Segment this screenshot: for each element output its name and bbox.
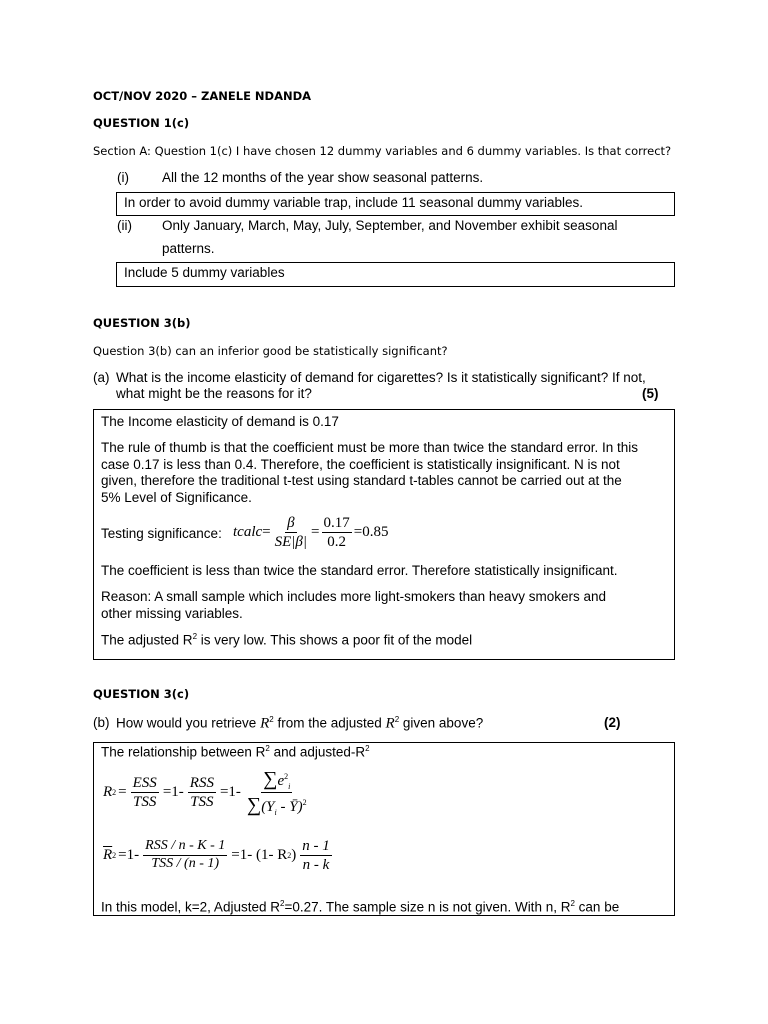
eq-se: SE xyxy=(274,534,292,550)
q1c-answer1-text: In order to avoid dummy variable trap, include 11 seasonal dummy variables. xyxy=(124,195,583,210)
q3c-part-text: How would you retrieve $R^2$ from the adjusted $R^2$ given above? xyxy=(116,715,484,732)
q3b-answer-para2-line1: The rule of thumb is that the coefficient must be more than twice the standard error. In this xyxy=(101,440,639,455)
q3c-part-label: (b) xyxy=(93,715,110,730)
q3b-answer-para2-line3: given, therefore the traditional t-test using standard t-tables cannot be carried out at the xyxy=(101,473,622,488)
q3b-part-text-line2: what might be the reasons for it? xyxy=(116,386,312,401)
q3b-answer-para4: The coefficient is less than twice the standard error. Therefore statistically insignificant. xyxy=(101,563,618,578)
eq-stderr: 0.2 xyxy=(327,534,346,550)
eq2-tss-n: TSS / (n - 1) xyxy=(151,856,220,871)
q1c-item1-text: All the 12 months of the year show seasonal patterns. xyxy=(162,170,484,185)
q1c-answer1-box xyxy=(116,192,675,216)
q1c-item2-text-line1: Only January, March, May, July, September, and November exhibit seasonal xyxy=(162,218,618,233)
eq-result: 0.85 xyxy=(362,524,389,540)
eq1-rss: RSS xyxy=(189,774,214,791)
eq-beta: β xyxy=(287,515,295,531)
q3b-part-label: (a) xyxy=(93,370,110,385)
q3b-answer-para5-line2: other missing variables. xyxy=(101,606,243,621)
q3b-part-text-line1: What is the income elasticity of demand for cigarettes? Is it statistically significant? If not, xyxy=(116,370,646,385)
q3c-heading: QUESTION 3(c) xyxy=(93,687,190,701)
testing-significance-label: Testing significance: xyxy=(101,526,222,541)
eq1-ess: ESS xyxy=(132,774,157,791)
q3b-marks: (5) xyxy=(642,386,659,401)
q1c-heading: QUESTION 1(c) xyxy=(93,116,190,130)
q3c-answer-box xyxy=(93,742,675,916)
q1c-item2-text-line2: patterns. xyxy=(162,241,215,256)
q3c-marks: (2) xyxy=(604,715,621,730)
eq-coef: 0.17 xyxy=(323,515,350,531)
q3b-heading: QUESTION 3(b) xyxy=(93,316,191,330)
q3b-query: Question 3(b) can an inferior good be statistically significant? xyxy=(93,344,448,358)
q3b-answer-para2-line4: 5% Level of Significance. xyxy=(101,490,252,505)
eq1-tss-2: TSS xyxy=(190,793,214,810)
q1c-item1-number: (i) xyxy=(117,170,129,185)
adjusted-r-squared-equation: $\overline{R}$ 2 =1- $\frac{\text{RSS / n - K - 1}}{\text{TSS / (n - 1)}}$ =1- (1- R 2 ) $\frac{n - 1}{n - k}$ xyxy=(103,838,330,873)
q1c-answer2-box xyxy=(116,262,675,287)
eq-tcalc: tcalc xyxy=(233,524,263,540)
q3b-answer-line1: The Income elasticity of demand is 0.17 xyxy=(101,414,339,429)
eq-beta-den: β xyxy=(295,534,303,550)
q3c-answer-intro: The relationship between $R^2$ and adjusted-$R^2$ xyxy=(101,744,370,760)
eq2-rss-n: RSS / n - K - 1 xyxy=(143,838,227,856)
q1c-answer2-text: Include 5 dummy variables xyxy=(124,265,285,280)
eq2-n-minus-1: n - 1 xyxy=(302,838,330,854)
eq1-tss: TSS xyxy=(133,793,157,810)
q3b-answer-box xyxy=(93,409,675,660)
document-title: OCT/NOV 2020 – ZANELE NDANDA xyxy=(93,89,312,103)
t-statistic-equation: tcalc = $\frac{\beta}{SE|\beta|}$ = $\frac{0.17}{0.2}$ = 0.85 xyxy=(233,515,389,550)
r-squared-equation: R 2 = $\frac{\text{ESS}}{\text{TSS}}$ =1- $\frac{\text{RSS}}{\text{TSS}}$ =1- $\frac{\sum e^2_i}{\sum(Y_i - Ȳ)^2}$ xyxy=(103,768,307,817)
q3b-answer-para6: The adjusted $R^2$ is very low. This shows a poor fit of the model xyxy=(101,632,473,648)
q3b-answer-para5-line1: Reason: A small sample which includes more light-smokers than heavy smokers and xyxy=(101,589,606,604)
q3c-answer-last-line: In this model, k=2, Adjusted $R^2=0.27$. The sample size n is not given. With n, $R^2$ can be xyxy=(101,899,620,915)
q3b-answer-para2-line2: case 0.17 is less than 0.4. Therefore, the coefficient is statistically insignificant. N is not xyxy=(101,457,620,472)
eq2-n-minus-k: n - k xyxy=(302,857,330,873)
q1c-item2-number: (ii) xyxy=(117,218,132,233)
q1c-query: Section A: Question 1(c) I have chosen 12 dummy variables and 6 dummy variables. Is that correct? xyxy=(93,144,672,158)
